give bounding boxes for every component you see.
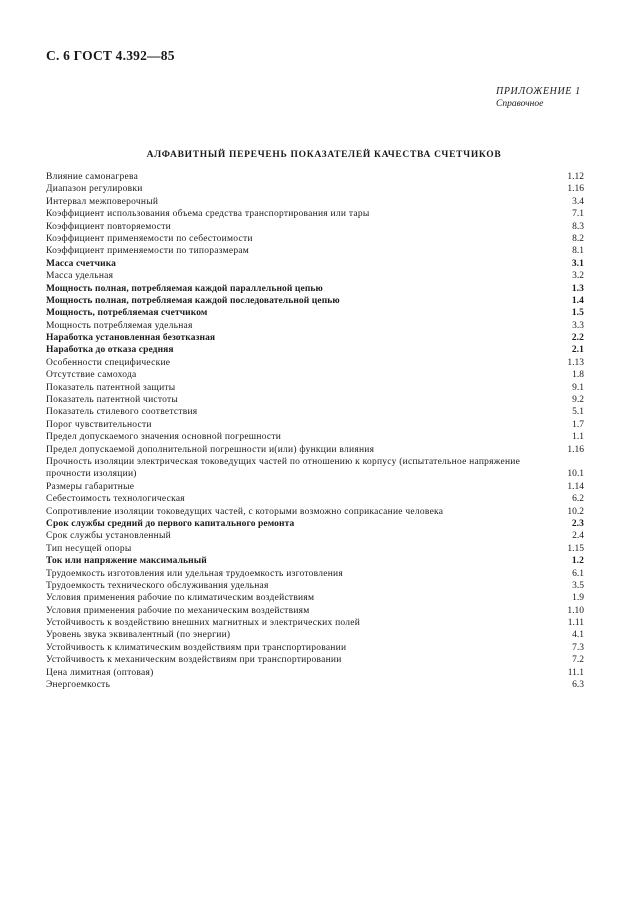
list-item xyxy=(46,208,584,220)
item-number: 1.15 xyxy=(567,543,584,554)
appendix-label: ПРИЛОЖЕНИЕ 1 xyxy=(496,86,581,97)
list-item xyxy=(46,307,584,319)
list-item xyxy=(46,171,584,183)
list-item xyxy=(46,344,584,356)
item-number: 1.12 xyxy=(567,171,584,182)
item-text: Наработка установленная безотказная xyxy=(46,333,216,344)
item-text: Срок службы установленный xyxy=(46,531,171,542)
item-number: 3.4 xyxy=(572,196,584,207)
item-number: 1.3 xyxy=(571,283,584,294)
item-text: Условия применения рабочие по климатическим воздействиям xyxy=(46,593,315,604)
item-text: Цена лимитная (оптовая) xyxy=(46,667,154,678)
list-item xyxy=(46,444,584,456)
list-item xyxy=(46,183,584,195)
list-item xyxy=(46,406,584,418)
item-number: 1.10 xyxy=(567,605,584,616)
item-text: Порог чувствительности xyxy=(46,419,152,430)
list-item xyxy=(46,332,584,344)
item-number: 4.1 xyxy=(572,630,584,641)
item-number: 1.7 xyxy=(572,419,584,430)
item-text: Показатель патентной защиты xyxy=(46,382,176,393)
item-text: Энергоемкость xyxy=(46,680,111,691)
list-item xyxy=(46,394,584,406)
item-text: Устойчивость к климатическим воздействиям при транспортировании xyxy=(46,642,347,653)
item-number: 3.1 xyxy=(571,258,584,269)
item-text: Масса счетчика xyxy=(46,258,116,269)
item-number: 3.5 xyxy=(572,580,584,591)
item-text: Прочность изоляции электрическая токоведущих частей по отношению к корпусу (испытательное напряжение прочности изоляции) xyxy=(46,456,521,480)
list-item xyxy=(46,506,584,518)
item-number: 3.3 xyxy=(572,320,584,331)
list-item xyxy=(46,419,584,431)
item-number: 6.2 xyxy=(572,494,584,505)
item-number: 2.4 xyxy=(572,531,584,542)
item-number: 1.16 xyxy=(567,184,584,195)
item-number: 10.1 xyxy=(567,469,584,480)
item-text: Коэффициент применяемости по типоразмерам xyxy=(46,246,250,257)
item-text: Показатель патентной чистоты xyxy=(46,395,179,406)
item-number: 10.2 xyxy=(567,506,584,517)
list-item xyxy=(46,605,584,617)
item-number: 3.2 xyxy=(572,271,584,282)
item-number: 1.16 xyxy=(567,444,584,455)
document-title: АЛФАВИТНЫЙ ПЕРЕЧЕНЬ ПОКАЗАТЕЛЕЙ КАЧЕСТВА СЧЕТЧИКОВ xyxy=(146,150,502,160)
item-number: 1.11 xyxy=(567,618,584,629)
item-number: 6.1 xyxy=(572,568,584,579)
list-item xyxy=(46,295,584,307)
item-number: 6.3 xyxy=(572,680,584,691)
list-item xyxy=(46,369,584,381)
item-text: Показатель стилевого соответствия xyxy=(46,407,198,418)
item-text: Себестоимость технологическая xyxy=(46,494,185,505)
item-text: Условия применения рабочие по механическим воздействиям xyxy=(46,605,310,616)
item-text: Сопротивление изоляции токоведущих частей, с которыми возможно соприкасание человека xyxy=(46,506,444,517)
list-item xyxy=(46,592,584,604)
item-number: 1.13 xyxy=(567,357,584,368)
list-item xyxy=(46,258,584,270)
list-item xyxy=(46,530,584,542)
list-item xyxy=(46,431,584,443)
item-number: 2.2 xyxy=(571,333,584,344)
item-number: 1.9 xyxy=(572,593,584,604)
list-item xyxy=(46,617,584,629)
item-text: Уровень звука эквивалентный (по энергии) xyxy=(46,630,231,641)
item-number: 1.8 xyxy=(572,370,584,381)
item-number: 2.3 xyxy=(571,518,584,529)
item-text: Коэффициент применяемости по себестоимости xyxy=(46,233,253,244)
item-text: Трудоемкость изготовления или удельная трудоемкость изготовления xyxy=(46,568,343,579)
item-number: 1.14 xyxy=(567,481,584,492)
item-text: Устойчивость к воздействию внешних магнитных и электрических полей xyxy=(46,618,361,629)
item-text: Особенности специфические xyxy=(46,357,171,368)
item-number: 1.1 xyxy=(572,432,584,443)
list-item xyxy=(46,518,584,530)
list-item xyxy=(46,555,584,567)
list-item xyxy=(46,357,584,369)
item-number: 8.3 xyxy=(572,221,584,232)
list-item xyxy=(46,679,584,691)
list-item xyxy=(46,481,584,493)
page-header: С. 6 ГОСТ 4.392—85 xyxy=(46,48,175,63)
item-text: Срок службы средний до первого капитального ремонта xyxy=(46,518,295,529)
item-text: Мощность полная, потребляемая каждой последовательной цепью xyxy=(46,295,340,306)
list-item xyxy=(46,543,584,555)
item-text: Коэффициент повторяемости xyxy=(46,221,171,232)
item-text: Масса удельная xyxy=(46,271,114,282)
item-number: 8.1 xyxy=(572,246,584,257)
item-text: Влияние самонагрева xyxy=(46,172,139,182)
item-text: Коэффициент использования объема средства транспортирования или тары xyxy=(46,209,370,220)
item-number: 7.1 xyxy=(572,209,584,220)
item-number: 7.3 xyxy=(572,642,584,653)
item-text: Тип несущей опоры xyxy=(46,543,132,554)
list-item xyxy=(46,320,584,332)
list-item xyxy=(46,493,584,505)
item-number: 8.2 xyxy=(572,233,584,244)
reference-label: Справочное xyxy=(496,99,544,109)
item-text: Наработка до отказа средняя xyxy=(46,345,174,356)
item-text: Мощность потребляемая удельная xyxy=(46,320,193,331)
list-item xyxy=(46,233,584,245)
item-number: 7.2 xyxy=(572,655,584,666)
item-text: Диапазон регулировки xyxy=(46,184,143,195)
list-item xyxy=(46,245,584,257)
list-item xyxy=(46,667,584,679)
item-text: Размеры габаритные xyxy=(46,481,135,492)
item-text: Трудоемкость технического обслуживания удельная xyxy=(46,580,269,591)
item-text: Мощность, потребляемая счетчиком xyxy=(46,308,208,319)
list-item xyxy=(46,382,584,394)
item-text: Предел допускаемого значения основной погрешности xyxy=(46,432,282,443)
item-number: 1.4 xyxy=(571,295,584,306)
list-item xyxy=(46,580,584,592)
list-item xyxy=(46,283,584,295)
list-item xyxy=(46,270,584,282)
item-text: Ток или напряжение максимальный xyxy=(46,556,207,567)
item-text: Интервал межповерочный xyxy=(46,196,159,207)
item-number: 9.2 xyxy=(572,395,584,406)
list-item xyxy=(46,654,584,666)
item-text: Устойчивость к механическим воздействиям при транспортировании xyxy=(46,655,342,666)
item-number: 11.1 xyxy=(567,667,584,678)
item-number: 1.2 xyxy=(571,556,584,567)
item-number: 1.5 xyxy=(571,308,584,319)
item-number: 5.1 xyxy=(572,407,584,418)
list-item xyxy=(46,629,584,641)
list-item xyxy=(46,642,584,654)
item-text: Мощность полная, потребляемая каждой параллельной цепью xyxy=(46,283,323,294)
indicator-list xyxy=(46,171,584,691)
list-item xyxy=(46,456,584,481)
item-text: Предел допускаемой дополнительной погрешности и(или) функции влияния xyxy=(46,444,375,455)
item-text: Отсутствие самохода xyxy=(46,370,137,381)
item-number: 2.1 xyxy=(571,345,584,356)
list-item xyxy=(46,568,584,580)
list-item xyxy=(46,221,584,233)
item-number: 9.1 xyxy=(572,382,584,393)
list-item xyxy=(46,196,584,208)
